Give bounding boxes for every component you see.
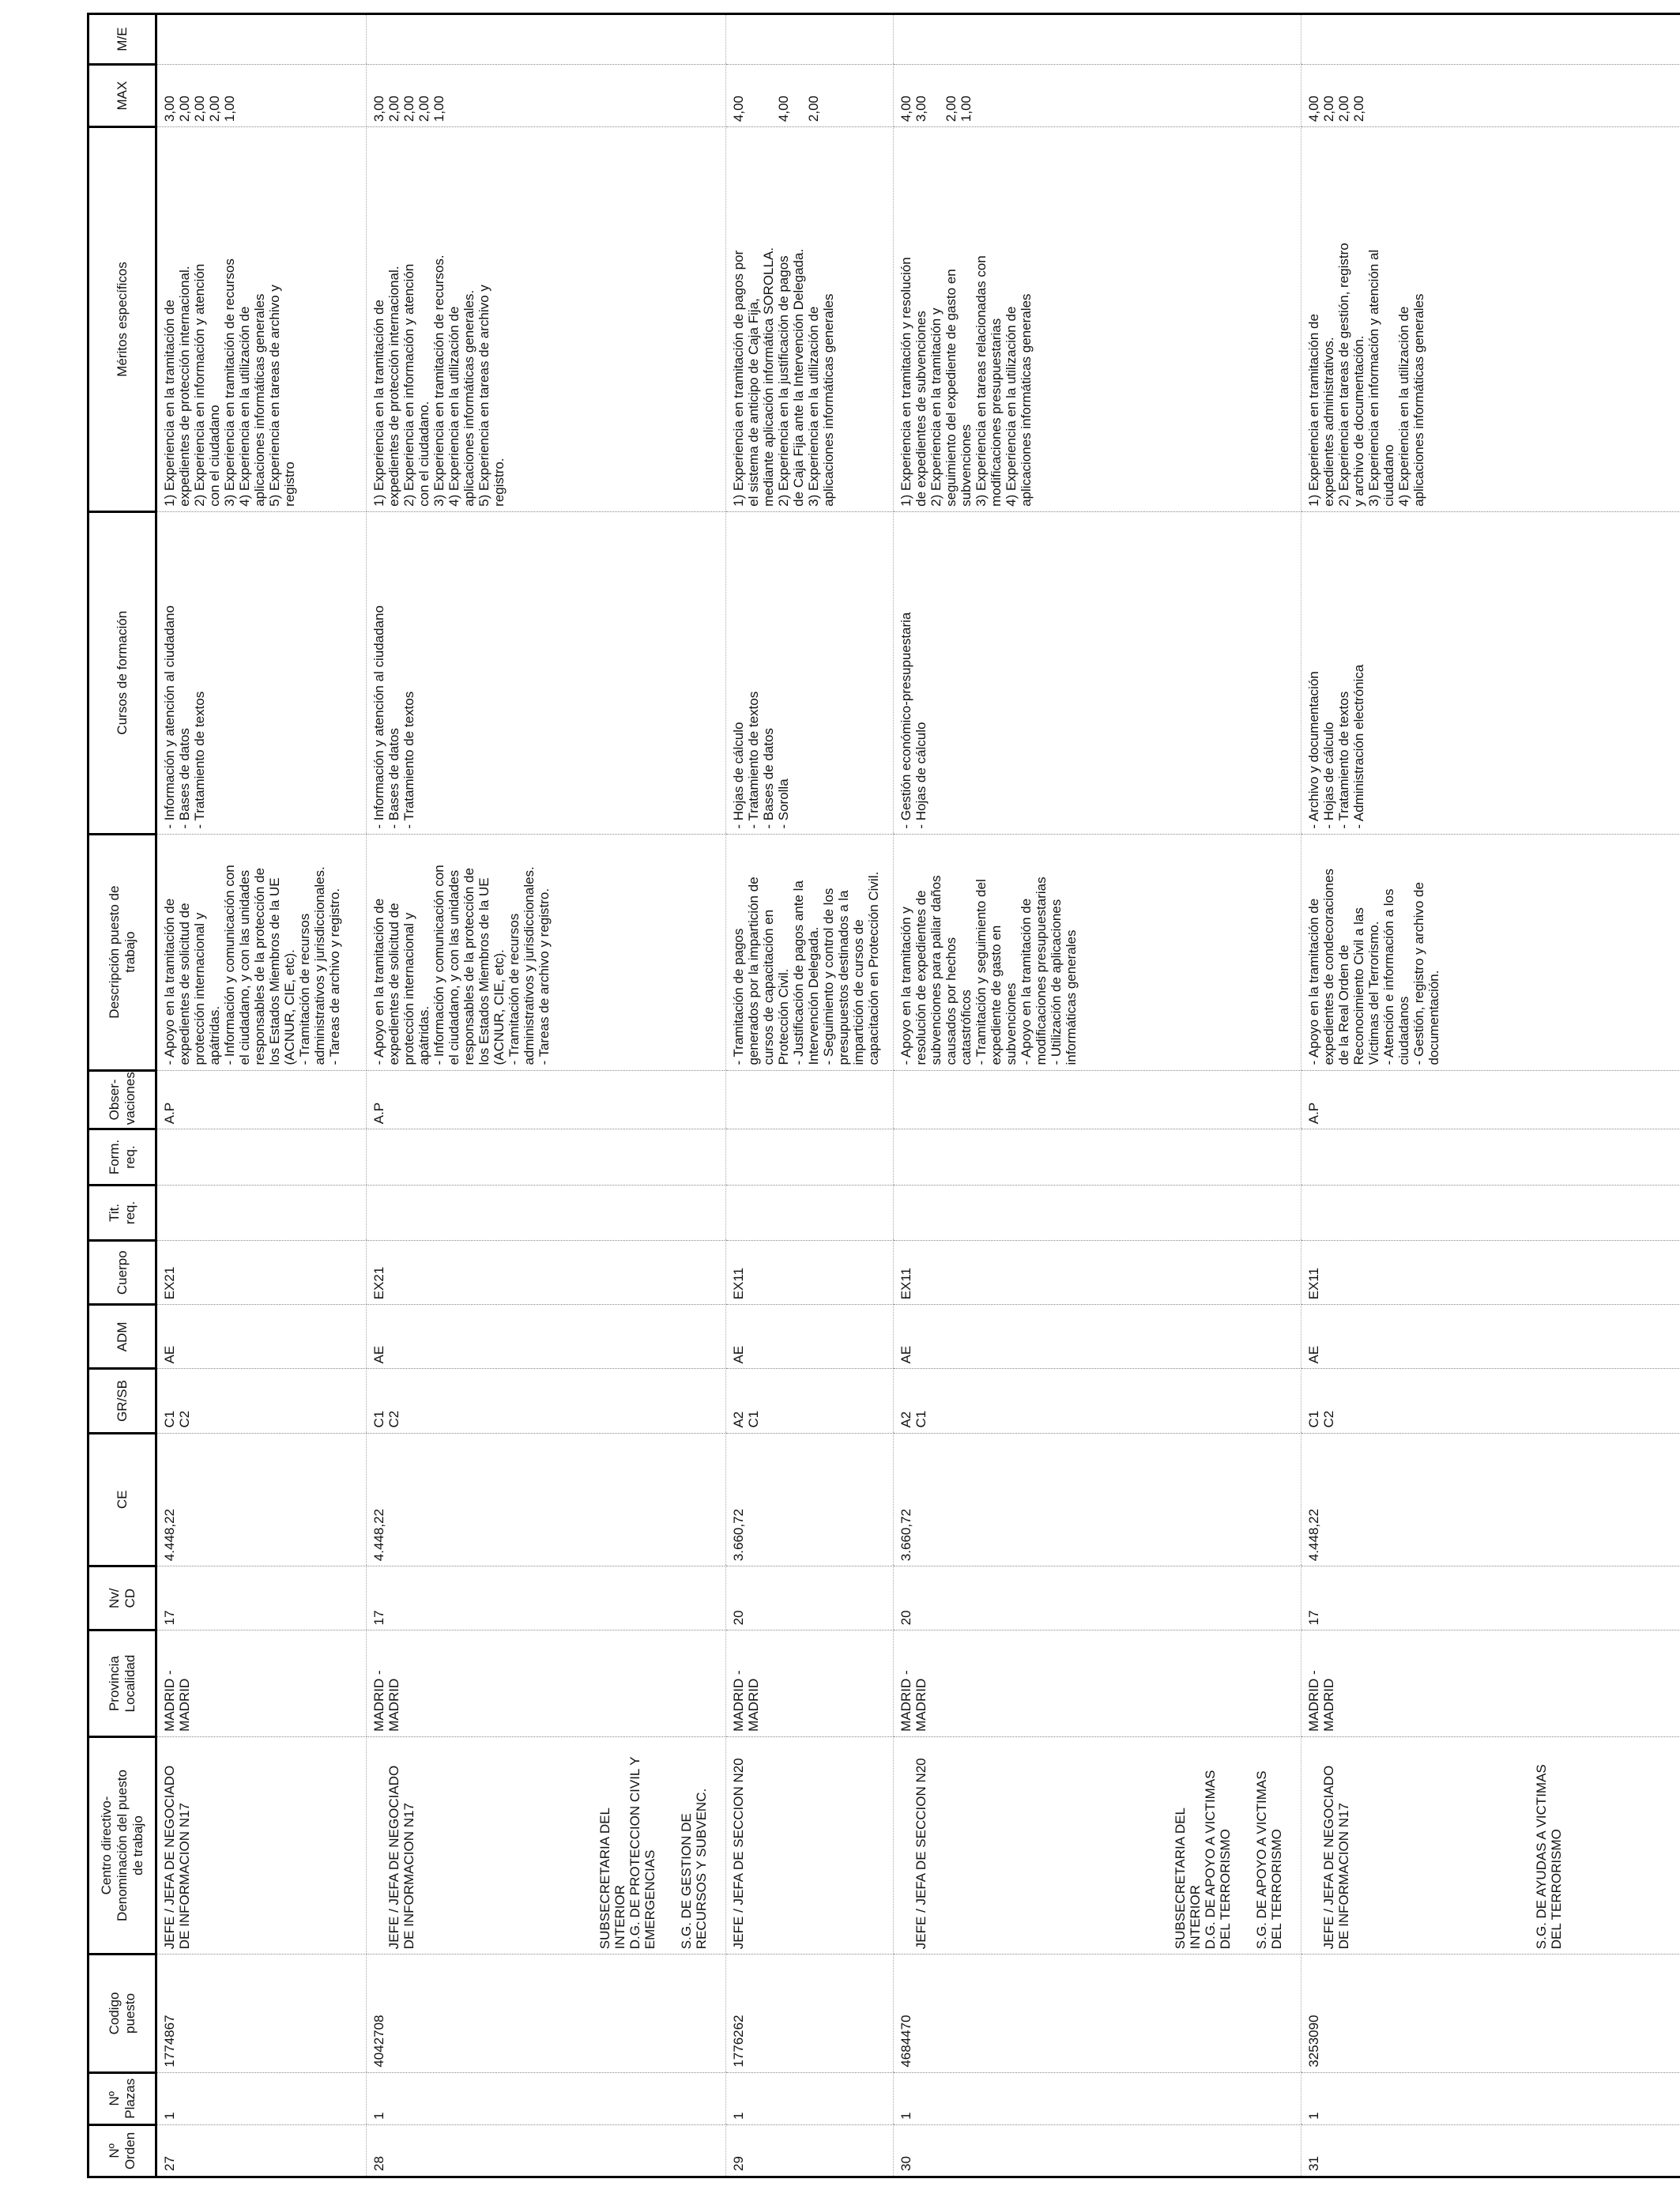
max-cell: 3,00 2,00 2,00 2,00 1,00	[156, 65, 367, 127]
ce-cell: 4.448,22	[156, 1433, 367, 1566]
header-orden: Nº Orden	[89, 2124, 156, 2177]
ce-cell: 3.660,72	[894, 1433, 1301, 1566]
header-codigo: Codigo puesto	[89, 1955, 156, 2072]
meritos-cell: 1) Experiencia en tramitación y resolución de expedientes de subvenciones 2) Experiencia en la tramitación y seguimiento del expediente de gasto en subvenciones 3) Experiencia en tareas relacionadas con modificaciones presupuestarias 4) Experiencia en la utilización de aplicaciones informáticas generales	[894, 127, 1301, 512]
me-cell	[367, 14, 726, 65]
codigo-cell: 4042708	[367, 1955, 726, 2072]
plazas-cell: 1	[894, 2072, 1301, 2124]
meritos-cell: 1) Experiencia en la tramitación de expedientes de protección internacional. 2) Experiencia en información y atención con el ciudadano. 3) Experiencia en tramitación de recursos. 4) Experiencia en la utilización de aplicaciones informáticas generales. 5) Experiencia en tareas de archivo y registro.	[367, 127, 726, 512]
header-nivel: Nv/ CD	[89, 1566, 156, 1630]
max-cell: 3,00 2,00 2,00 2,00 1,00	[367, 65, 726, 127]
cursos-cell: - Archivo y documentación - Hojas de cálculo - Tratamiento de textos - Administración electrónica	[1301, 511, 1680, 834]
ce-cell: 4.448,22	[1301, 1433, 1680, 1566]
cuerpo-cell: EX21	[367, 1241, 726, 1305]
provincia-cell: MADRID - MADRID	[726, 1630, 894, 1737]
grupo-cell: A2 C1	[726, 1369, 894, 1433]
codigo-cell: 3253090	[1301, 1955, 1680, 2072]
centro-cell: JEFE / JEFA DE NEGOCIADO DE INFORMACION N17	[156, 1736, 367, 1954]
plazas-cell: 1	[1301, 2072, 1680, 2124]
subdireccion: S.G. DE APOYO A VICTIMAS DEL TERRORISMO	[1254, 1770, 1284, 1950]
centro-directivo: SUBSECRETARIA DEL INTERIOR D.G. DE APOYO A VICTIMAS DEL TERRORISMO	[1173, 1770, 1233, 1950]
descripcion-cell: - Apoyo en la tramitación de expedientes de solicitud de protección internacional y apátridas. - Información y comunicación con el ciudadano, y con las unidades responsables de la protección de los Estados Miembros de la UE (ACNUR, CIE, etc). - Tramitación de recursos administrativos y jurisdiccionales. - Tareas de archivo y registro.	[156, 834, 367, 1070]
cursos-cell: - Información y atención al ciudadano - Bases de datos - Tratamiento de textos	[367, 511, 726, 834]
position-title: JEFE / JEFA DE NEGOCIADO DE INFORMACION N17	[386, 1765, 416, 1950]
table-row	[726, 14, 894, 2177]
orden-cell: 31	[1301, 2124, 1680, 2177]
grupo-cell: A2 C1	[894, 1369, 1301, 1433]
obs-cell: A.P	[156, 1070, 367, 1129]
grupo-cell: C1 C2	[156, 1369, 367, 1433]
table-row	[894, 14, 1301, 2177]
orden-cell: 28	[367, 2124, 726, 2177]
header-form: Form. req.	[89, 1129, 156, 1185]
subdireccion: S.G. DE GESTION DE RECURSOS Y SUBVENC.	[679, 1788, 709, 1950]
max-cell: 4,00 2,00 2,00 2,00	[1301, 65, 1680, 127]
header-max: MAX	[89, 65, 156, 127]
meritos-cell: 1) Experiencia en tramitación de pagos por el sistema de anticipo de Caja Fija, mediante aplicación informática SOROLLA. 2) Experiencia en la justificación de pagos de Caja Fija ante la Intervención Delegada. 3) Experiencia en la utilización de aplicaciones informáticas generales	[726, 127, 894, 512]
position-title: JEFE / JEFA DE SECCION N20	[913, 1758, 929, 1950]
tit-cell	[894, 1185, 1301, 1240]
adm-cell: AE	[156, 1305, 367, 1369]
form-cell	[156, 1129, 367, 1185]
centro-cell	[1301, 1736, 1680, 1954]
codigo-cell: 4684470	[894, 1955, 1301, 2072]
cuerpo-cell: EX11	[894, 1241, 1301, 1305]
descripcion-cell: - Apoyo en la tramitación de expedientes de solicitud de protección internacional y apátridas. - Información y comunicación con el ciudadano, y con las unidades responsables de la protección de los Estados Miembros de la UE (ACNUR, CIE, etc). - Tramitación de recursos administrativos y jurisdiccionales. - Tareas de archivo y registro.	[367, 834, 726, 1070]
adm-cell: AE	[726, 1305, 894, 1369]
provincia-cell: MADRID - MADRID	[1301, 1630, 1680, 1737]
codigo-cell: 1776262	[726, 1955, 894, 2072]
adm-cell: AE	[1301, 1305, 1680, 1369]
meritos-cell: 1) Experiencia en la tramitación de expedientes de protección internacional. 2) Experiencia en información y atención con el ciudadano 3) Experiencia en tramitación de recursos 4) Experiencia en la utilización de aplicaciones informáticas generales 5) Experiencia en tareas de archivo y registro	[156, 127, 367, 512]
plazas-cell: 1	[726, 2072, 894, 2124]
centro-cell	[367, 1736, 726, 1954]
header-row	[89, 14, 156, 2177]
obs-cell	[726, 1070, 894, 1129]
grupo-cell: C1 C2	[1301, 1369, 1680, 1433]
form-cell	[726, 1129, 894, 1185]
obs-cell: A.P	[367, 1070, 726, 1129]
nivel-cell: 20	[726, 1566, 894, 1630]
ce-cell: 4.448,22	[367, 1433, 726, 1566]
table-row	[367, 14, 726, 2177]
me-cell	[156, 14, 367, 65]
grupo-cell: C1 C2	[367, 1369, 726, 1433]
provincia-cell: MADRID - MADRID	[894, 1630, 1301, 1737]
centro-directivo: SUBSECRETARIA DEL INTERIOR D.G. DE PROTECCION CIVIL Y EMERGENCIAS	[597, 1756, 657, 1950]
header-meritos: Méritos específicos	[89, 127, 156, 512]
header-cursos: Cursos de formación	[89, 511, 156, 834]
meritos-cell: 1) Experiencia en tramitación de expedientes administrativos. 2) Experiencia en tareas de gestión, registro y archivo de documentación. 3) Experiencia en información y atención al ciudadano 4) Experiencia en la utilización de aplicaciones informáticas generales	[1301, 127, 1680, 512]
cuerpo-cell: EX21	[156, 1241, 367, 1305]
max-cell: 4,00 4,00 2,00	[726, 65, 894, 127]
form-cell	[367, 1129, 726, 1185]
plazas-cell: 1	[367, 2072, 726, 2124]
me-cell	[1301, 14, 1680, 65]
header-provincia: Provincia Localidad	[89, 1630, 156, 1737]
cursos-cell: - Información y atención al ciudadano - Bases de datos - Tratamiento de textos	[156, 511, 367, 834]
me-cell	[726, 14, 894, 65]
adm-cell: AE	[367, 1305, 726, 1369]
header-centro: Centro directivo- Denominación del puesto de trabajo	[89, 1736, 156, 1954]
provincia-cell: MADRID - MADRID	[367, 1630, 726, 1737]
tit-cell	[156, 1185, 367, 1240]
descripcion-cell: - Apoyo en la tramitación de expedientes de condecoraciones de la Real Orden de Reconocimiento Civil a las Víctimas del Terrorismo. - Atención e información a los ciudadanos - Gestión, registro y archivo de documentación.	[1301, 834, 1680, 1070]
table-row	[156, 14, 367, 2177]
header-cuerpo: Cuerpo	[89, 1241, 156, 1305]
job-positions-table	[87, 13, 1680, 2178]
header-adm: ADM	[89, 1305, 156, 1369]
subdireccion: S.G. DE AYUDAS A VICTIMAS DEL TERRORISMO	[1534, 1764, 1564, 1950]
cuerpo-cell: EX11	[726, 1241, 894, 1305]
obs-cell: A.P	[1301, 1070, 1680, 1129]
nivel-cell: 17	[156, 1566, 367, 1630]
plazas-cell: 1	[156, 2072, 367, 2124]
header-ce: CE	[89, 1433, 156, 1566]
codigo-cell: 1774867	[156, 1955, 367, 2072]
obs-cell	[894, 1070, 1301, 1129]
provincia-cell: MADRID - MADRID	[156, 1630, 367, 1737]
centro-cell	[894, 1736, 1301, 1954]
table-row	[1301, 14, 1680, 2177]
header-plazas: Nº Plazas	[89, 2072, 156, 2124]
position-title: JEFE / JEFA DE NEGOCIADO DE INFORMACION N17	[1321, 1765, 1351, 1950]
centro-cell: JEFE / JEFA DE SECCION N20	[726, 1736, 894, 1954]
max-cell: 4,00 3,00 2,00 1,00	[894, 65, 1301, 127]
ce-cell: 3.660,72	[726, 1433, 894, 1566]
nivel-cell: 17	[367, 1566, 726, 1630]
descripcion-cell: - Apoyo en la tramitación y resolución de expedientes de subvenciones para paliar daños causados por hechos catastróficos - Tramitación y seguimiento del expediente de gasto en subvenciones - Apoyo en la tramitación de modificaciones presupuestarias - Utilización de aplicaciones informáticas generales	[894, 834, 1301, 1070]
header-me: M/E	[89, 14, 156, 65]
header-descripcion: Descripción puesto de trabajo	[89, 834, 156, 1070]
form-cell	[894, 1129, 1301, 1185]
nivel-cell: 17	[1301, 1566, 1680, 1630]
me-cell	[894, 14, 1301, 65]
nivel-cell: 20	[894, 1566, 1301, 1630]
header-grupo: GR/SB	[89, 1369, 156, 1433]
orden-cell: 30	[894, 2124, 1301, 2177]
cuerpo-cell: EX11	[1301, 1241, 1680, 1305]
orden-cell: 27	[156, 2124, 367, 2177]
adm-cell: AE	[894, 1305, 1301, 1369]
descripcion-cell: - Tramitación de pagos generados por la impartición de cursos de capacitación en Protección Civil. - Justificación de pagos ante la Intervención Delegada. - Seguimiento y control de los presupuestos destinados a la impartición de cursos de capacitación en Protección Civil.	[726, 834, 894, 1070]
cursos-cell: - Gestión económico-presupuestaria - Hojas de cálculo	[894, 511, 1301, 834]
header-tit: Tit. req.	[89, 1185, 156, 1240]
tit-cell	[367, 1185, 726, 1240]
form-cell	[1301, 1129, 1680, 1185]
tit-cell	[726, 1185, 894, 1240]
cursos-cell: - Hojas de cálculo - Tratamiento de textos - Bases de datos - Sorolla	[726, 511, 894, 834]
header-obs: Obser- vaciones	[89, 1070, 156, 1129]
orden-cell: 29	[726, 2124, 894, 2177]
tit-cell	[1301, 1185, 1680, 1240]
